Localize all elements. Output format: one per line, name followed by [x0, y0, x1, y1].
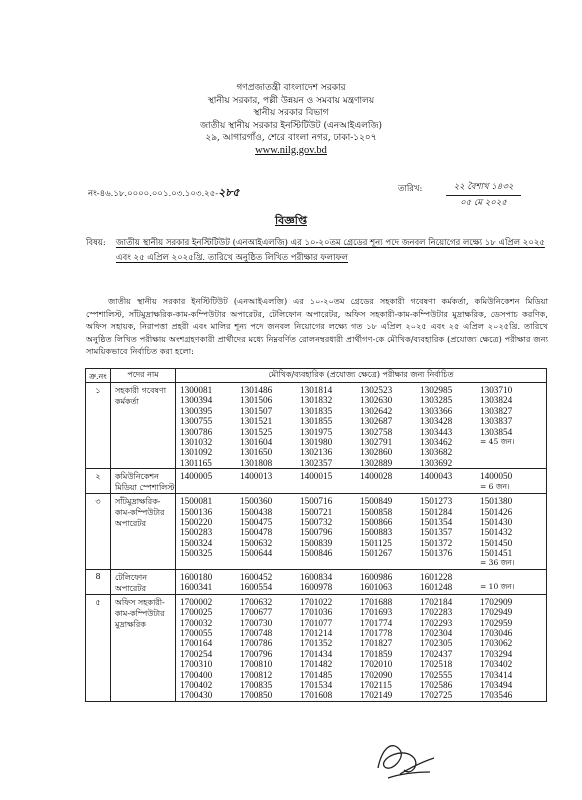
roll-number: 1600341	[180, 582, 213, 593]
header-division: স্থানীয় সরকার বিভাগ	[253, 108, 329, 118]
roll-number: 1700002	[180, 596, 213, 607]
roll-number: 1702518	[420, 659, 453, 670]
roll-number: 1300755	[180, 416, 213, 427]
roll-number: 1702010	[360, 659, 393, 670]
roll-number: 1702949	[480, 607, 513, 618]
roll-number: 1700032	[180, 617, 213, 628]
roll-number: 1303443	[420, 426, 453, 437]
row-post-name: সহকারী গবেষণা কর্মকর্তা	[111, 383, 176, 469]
roll-column	[180, 385, 240, 468]
roll-number: 1701036	[300, 607, 333, 618]
row-total: = 10 জন।	[480, 582, 515, 592]
roll-number: 1600452	[240, 571, 273, 582]
table-row	[86, 469, 547, 494]
roll-column	[180, 572, 240, 593]
roll-number: 1600180	[180, 571, 213, 582]
roll-number: 1702184	[420, 596, 453, 607]
row-post-name: কমিউনিকেশন মিডিয়া স্পেশালিস্ট	[111, 469, 176, 494]
header-ministry: স্থানীয় সরকার, পল্লী উন্নয়ন ও সমবায় মন্ত্রণালয়	[207, 95, 375, 106]
date-english: ০৫ মে ২০২৫	[460, 198, 507, 208]
roll-number: 1700402	[180, 679, 213, 690]
roll-number: 1500883	[360, 527, 393, 538]
roll-number: 1302758	[360, 426, 393, 437]
roll-number: 1501284	[420, 506, 453, 517]
roll-number: 1701352	[300, 638, 333, 649]
table-header-row	[86, 369, 547, 383]
roll-number: 1302687	[360, 416, 393, 427]
roll-number: 1700164	[180, 638, 213, 649]
memo-handwritten-number: ২৮৫	[218, 186, 240, 199]
roll-column	[240, 385, 300, 468]
roll-number: 1400005	[180, 471, 213, 482]
roll-number: 1701434	[300, 648, 333, 659]
roll-number: 1301835	[300, 405, 333, 416]
roll-number: 1400050	[480, 471, 513, 482]
roll-number: 1302860	[360, 447, 393, 458]
roll-number: 1500721	[300, 506, 333, 517]
roll-number: 1400028	[360, 471, 393, 482]
roll-number: 1701022	[300, 596, 333, 607]
roll-number: 1600978	[300, 582, 333, 593]
roll-number: 1301650	[240, 447, 273, 458]
roll-number: 1500283	[180, 527, 213, 538]
body-paragraph: জাতীয় স্থানীয় সরকার ইনস্টিটিউট (এনআইএলজি) এর ১০-২০তম গ্রেডের সহকারী গবেষণা কর্মকর্তা, কমিউনিকেশন মিডিয়া স্পেশালিস্ট, সাঁটমুদ্রাক্ষরিক-কাম-কম্পিউটার অপারেটর, টেলিফোন অপারেটর, অফিস সহকারী-কাম-কম্পিউটার মুদ্রাক্ষরিক, ডেসপাচ করণিক, অফিস সহায়ক, নিরাপত্তা প্রহরী এবং মালির শূন্য পদে জনবল নিয়োগের লক্ষ্যে গত ১৮ এপ্রিল ২০২৫ এবং ২৫ এপ্রিল ২০২৫খ্রি. তারিখে অনুষ্ঠিত লিখিত পরীক্ষায় অংশগ্রহণকারী প্রার্থীদের মধ্যে নিম্নবর্ণিত রোলনম্বরধারী প্রার্থীগণ-কে মৌখিক/ব্যবহারিক (প্রযোজ্য ক্ষেত্রে) পরীক্ষার জন্য সাময়িকভাবে নির্বাচিত করা হলো:	[86, 296, 548, 357]
roll-number: 1301486	[240, 385, 273, 395]
header-address: ২৯, আগারগাঁও, শেরে বাংলা নগর, ঢাকা-১২০৭	[205, 133, 377, 143]
roll-number: 1302889	[360, 457, 393, 468]
roll-number: 1501273	[420, 496, 453, 507]
roll-number: 1302357	[300, 457, 333, 468]
roll-column	[300, 385, 360, 468]
roll-number: 1702293	[420, 617, 453, 628]
row-post-name: সাঁটমুদ্রাক্ষরিক-কাম-কম্পিউটার অপারেটর	[111, 494, 176, 570]
roll-number: 1300786	[180, 426, 213, 437]
roll-number: 1700748	[240, 628, 273, 639]
roll-number: 1302523	[360, 385, 393, 395]
roll-number: 1700430	[180, 690, 213, 701]
roll-number: 1501451	[480, 548, 513, 559]
roll-number: 1703402	[480, 659, 513, 670]
roll-column	[240, 471, 300, 492]
roll-number: 1500220	[180, 516, 213, 527]
row-roll-numbers	[176, 383, 547, 469]
roll-number: 1302642	[360, 405, 393, 416]
header-country: গণপ্রজাতন্ত্রী বাংলাদেশ সরকার	[236, 83, 346, 93]
table-row	[86, 494, 547, 570]
roll-number: 1301832	[300, 395, 333, 406]
roll-number: 1303428	[420, 416, 453, 427]
roll-number: 1702586	[420, 679, 453, 690]
roll-number: 1703062	[480, 638, 513, 649]
roll-number: 1700055	[180, 628, 213, 639]
roll-number: 1501380	[480, 496, 513, 507]
roll-number: 1700786	[240, 638, 273, 649]
roll-number: 1302630	[360, 395, 393, 406]
roll-number: 1500866	[360, 516, 393, 527]
roll-number: 1301506	[240, 395, 273, 406]
roll-number: 1301855	[300, 416, 333, 427]
row-total: = 45 জন।	[480, 436, 515, 446]
roll-number: 1702283	[420, 607, 453, 618]
roll-number: 1500846	[300, 548, 333, 559]
roll-number: 1300394	[180, 395, 213, 406]
roll-number: 1701608	[300, 690, 333, 701]
roll-number: 1700730	[240, 617, 273, 628]
roll-number: 1702115	[360, 679, 392, 690]
row-roll-numbers	[176, 494, 547, 570]
roll-number: 1700796	[240, 648, 273, 659]
roll-number: 1700400	[180, 669, 213, 680]
row-serial: ২	[86, 469, 111, 494]
roll-number: 1500732	[300, 516, 333, 527]
notice-title: বিজ্ঞপ্তি	[275, 214, 307, 227]
roll-column	[240, 496, 300, 569]
row-roll-numbers	[176, 469, 547, 494]
roll-number: 1501267	[360, 548, 393, 559]
roll-number: 1500136	[180, 506, 213, 517]
roll-number: 1500438	[240, 506, 273, 517]
roll-number: 1701688	[360, 596, 393, 607]
row-serial: ১	[86, 383, 111, 469]
roll-column	[420, 496, 480, 569]
roll-number: 1702090	[360, 669, 393, 680]
roll-number: 1700310	[180, 659, 213, 670]
row-post-name: অফিস সহকারী-কাম-কম্পিউটার মুদ্রাক্ষরিক	[111, 594, 176, 701]
roll-number: 1501432	[480, 527, 513, 538]
roll-number: 1301092	[180, 447, 213, 458]
roll-number: 1500478	[240, 527, 273, 538]
roll-number: 1700850	[240, 690, 273, 701]
row-roll-numbers	[176, 569, 547, 594]
row-serial: ৫	[86, 594, 111, 701]
row-roll-numbers	[176, 594, 547, 701]
row-serial: 8	[86, 569, 111, 594]
roll-number: 1500644	[240, 548, 273, 559]
roll-number: 1701693	[360, 607, 393, 618]
roll-column	[420, 597, 480, 701]
roll-number: 1500325	[180, 548, 213, 559]
roll-number	[480, 572, 540, 582]
roll-number: 1701827	[360, 638, 393, 649]
roll-number: 1501430	[480, 516, 513, 527]
roll-number: 1701482	[300, 659, 333, 670]
roll-column	[420, 385, 480, 468]
roll-number: 1703494	[480, 679, 513, 690]
roll-number: 1303462	[420, 436, 453, 447]
roll-number: 1700835	[240, 679, 273, 690]
roll-number: 1701859	[360, 648, 393, 659]
roll-number: 1301525	[240, 426, 273, 437]
roll-number: 1700254	[180, 648, 213, 659]
roll-number: 1303285	[420, 395, 453, 406]
roll-number: 1700677	[240, 607, 273, 618]
roll-number: 1303824	[480, 395, 513, 406]
date-label: তারিখ:	[398, 184, 423, 194]
roll-number: 1702725	[420, 690, 453, 701]
header-institute: জাতীয় স্থানীয় সরকার ইনস্টিটিউট (এনআইএলজি)	[199, 120, 383, 131]
roll-number: 1702149	[360, 690, 393, 701]
table-row	[86, 569, 547, 594]
signature-mark	[370, 728, 440, 783]
roll-number: 1500632	[240, 537, 273, 548]
roll-number: 1701778	[360, 628, 393, 639]
table-row	[86, 594, 547, 701]
roll-number: 1702909	[480, 596, 513, 607]
roll-number: 1303682	[420, 447, 453, 458]
subject-label: বিষয়:	[86, 238, 106, 248]
roll-number: 1500324	[180, 537, 213, 548]
roll-number: 1601063	[360, 582, 393, 593]
roll-column	[240, 597, 300, 701]
roll-column	[420, 471, 480, 492]
roll-number: 1501372	[420, 537, 453, 548]
roll-number: 1500858	[360, 506, 393, 517]
roll-column	[300, 572, 360, 593]
roll-number: 1702305	[420, 638, 453, 649]
roll-column	[360, 496, 420, 569]
roll-number: 1400015	[300, 471, 333, 482]
table-row	[86, 383, 547, 469]
roll-column	[480, 496, 540, 569]
header-website[interactable]: www.nilg.gov.bd	[255, 144, 327, 156]
roll-number: 1703046	[480, 628, 513, 639]
header-selected: মৌখিক/ব্যবহারিক (প্রযোজ্য ক্ষেত্রে) পরীক্ষার জন্য নির্বাচিত	[176, 369, 547, 383]
roll-number: 1303827	[480, 405, 513, 416]
roll-number: 1301521	[240, 416, 273, 427]
row-post-name: টেলিফোন অপারেটর	[111, 569, 176, 594]
roll-column	[180, 597, 240, 701]
roll-column	[360, 385, 420, 468]
roll-number: 1601228	[420, 571, 453, 582]
roll-number: 1501357	[420, 527, 453, 538]
roll-column	[420, 572, 480, 593]
roll-number: 1301507	[240, 405, 273, 416]
result-table	[85, 368, 547, 702]
roll-number: 1300081	[180, 385, 213, 395]
roll-column	[360, 597, 420, 701]
roll-number: 1703294	[480, 648, 513, 659]
roll-number: 1303710	[480, 385, 513, 395]
roll-number: 1500360	[240, 496, 273, 507]
roll-column	[480, 597, 540, 701]
roll-number: 1703546	[480, 690, 513, 701]
roll-number: 1701214	[300, 628, 333, 639]
roll-number: 1601248	[420, 582, 453, 593]
memo-number	[88, 184, 240, 203]
roll-number: 1300395	[180, 405, 213, 416]
row-serial: ৩	[86, 494, 111, 570]
roll-number: 1400043	[420, 471, 453, 482]
roll-column	[180, 496, 240, 569]
roll-number: 1702959	[480, 617, 513, 628]
roll-number: 1500839	[300, 537, 333, 548]
subject-text: জাতীয় স্থানীয় সরকার ইনস্টিটিউট (এনআইএলজি) এর ১০-২০তম গ্রেডের শূন্য পদে জনবল নিয়োগের লক্ষ্যে ১৮ এপ্রিল ২০২৫ এবং ২৫ এপ্রিল ২০২৫খ্রি. তারিখে অনুষ্ঠিত লিখিত পরীক্ষার ফলাফল	[116, 238, 545, 263]
row-total: = 36 জন।	[480, 558, 515, 568]
roll-number: 1701534	[300, 679, 333, 690]
roll-number: 1701774	[360, 617, 393, 628]
roll-number: 1500796	[300, 527, 333, 538]
roll-column	[360, 572, 420, 593]
roll-number: 1701077	[300, 617, 333, 628]
roll-number: 1500475	[240, 516, 273, 527]
roll-column	[180, 471, 240, 492]
header-post: পদের নাম	[111, 369, 176, 383]
roll-number: 1301165	[180, 457, 212, 468]
roll-number: 1301604	[240, 436, 273, 447]
roll-number: 1302985	[420, 385, 453, 395]
roll-column	[240, 572, 300, 593]
roll-number: 1700025	[180, 607, 213, 618]
letterhead	[0, 82, 582, 157]
roll-number: 1501426	[480, 506, 513, 517]
roll-number: 1600834	[300, 571, 333, 582]
roll-number: 1700812	[240, 669, 273, 680]
date-bangla: ২২ বৈশাখ ১৪৩২	[446, 180, 521, 196]
roll-number: 1400013	[240, 471, 273, 482]
roll-number: 1302136	[300, 447, 333, 458]
roll-number: 1501125	[360, 537, 392, 548]
roll-number: 1500081	[180, 496, 213, 507]
roll-number: 1500716	[300, 496, 333, 507]
roll-column	[480, 572, 540, 593]
header-serial: ক্র.নং	[86, 369, 111, 383]
roll-number: 1303692	[420, 457, 453, 468]
roll-number: 1303854	[480, 426, 513, 437]
roll-number: 1700810	[240, 659, 273, 670]
roll-number: 1303366	[420, 405, 453, 416]
roll-number: 1501450	[480, 537, 513, 548]
row-total: = 6 জন।	[480, 481, 510, 491]
roll-column	[300, 597, 360, 701]
roll-number: 1303837	[480, 416, 513, 427]
roll-number: 1600986	[360, 571, 393, 582]
roll-number: 1301980	[300, 436, 333, 447]
roll-number: 1301032	[180, 436, 213, 447]
roll-number: 1700632	[240, 596, 273, 607]
roll-column	[360, 471, 420, 492]
roll-number: 1501354	[420, 516, 453, 527]
roll-number: 1600554	[240, 582, 273, 593]
roll-number: 1702437	[420, 648, 453, 659]
roll-column	[300, 496, 360, 569]
roll-column	[480, 385, 540, 468]
roll-number: 1702555	[420, 669, 453, 680]
roll-number: 1302791	[360, 436, 393, 447]
roll-column	[300, 471, 360, 492]
roll-number: 1500849	[360, 496, 393, 507]
roll-number: 1301975	[300, 426, 333, 437]
roll-number: 1301808	[240, 457, 273, 468]
roll-number: 1702304	[420, 628, 453, 639]
roll-number: 1301814	[300, 385, 333, 395]
roll-number: 1501376	[420, 548, 453, 559]
memo-prefix: নং-৪৬.১৮.০০০০.০০১.০৩.১০৩.২৫-	[88, 189, 219, 199]
roll-column	[480, 471, 540, 492]
roll-number: 1703414	[480, 669, 513, 680]
roll-number: 1701485	[300, 669, 333, 680]
